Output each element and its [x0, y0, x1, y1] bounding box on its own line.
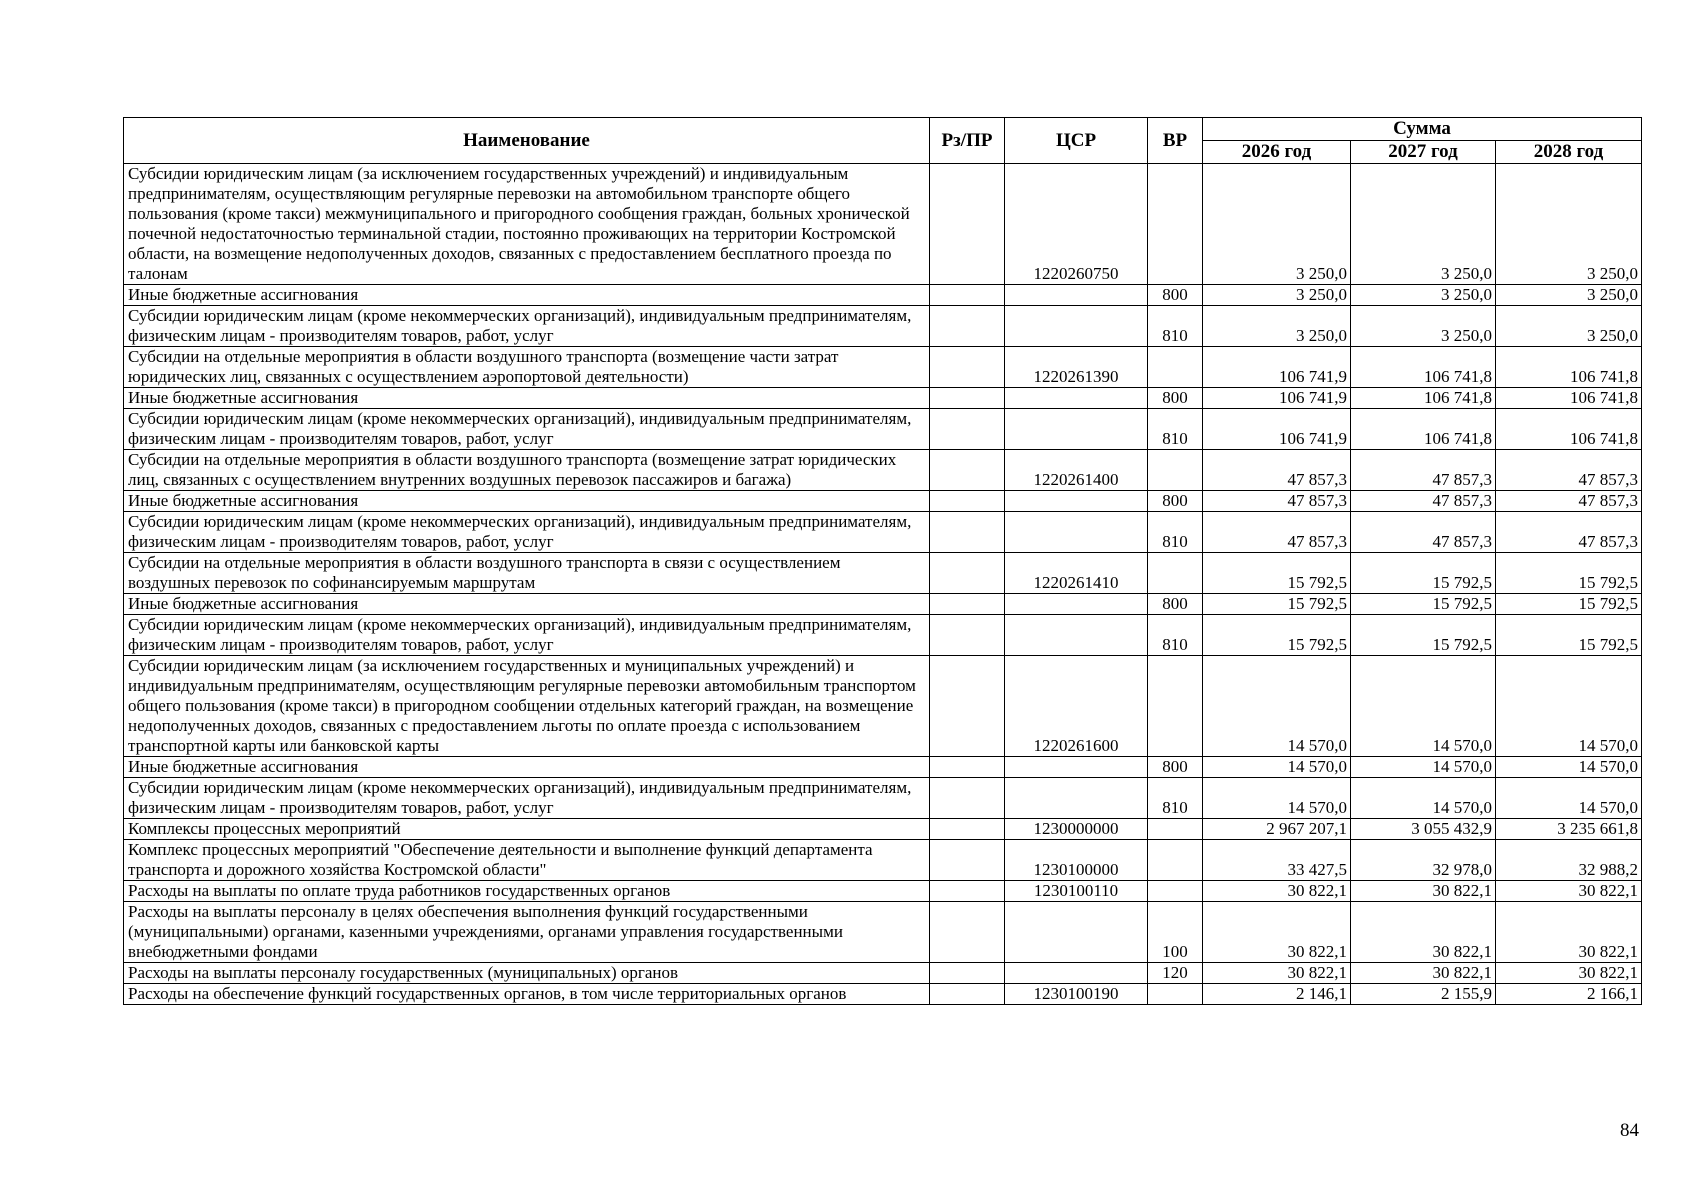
header-name: Наименование [124, 118, 930, 164]
cell-2026: 3 250,0 [1203, 164, 1351, 285]
cell-rzpr [930, 840, 1005, 881]
cell-csr: 1220260750 [1005, 164, 1148, 285]
table-row [124, 450, 1642, 491]
cell-rzpr [930, 306, 1005, 347]
table-row [124, 615, 1642, 656]
cell-csr: 1230000000 [1005, 819, 1148, 840]
cell-2027: 15 792,5 [1351, 615, 1496, 656]
cell-vr [1148, 984, 1203, 1005]
cell-csr [1005, 594, 1148, 615]
cell-rzpr [930, 491, 1005, 512]
cell-2027: 14 570,0 [1351, 757, 1496, 778]
cell-name: Субсидии на отдельные мероприятия в области воздушного транспорта (возмещение затрат юридических лиц, связанных с осуществлением внутренних воздушных перевозок пассажиров и багажа) [124, 450, 930, 491]
cell-2027: 3 250,0 [1351, 306, 1496, 347]
cell-csr [1005, 778, 1148, 819]
cell-vr: 810 [1148, 512, 1203, 553]
budget-table [123, 117, 1642, 1005]
cell-name: Субсидии юридическим лицам (кроме некоммерческих организаций), индивидуальным предпринимателям, физическим лицам - производителям товаров, работ, услуг [124, 306, 930, 347]
table-row [124, 553, 1642, 594]
cell-2026: 30 822,1 [1203, 902, 1351, 963]
cell-csr: 1230100000 [1005, 840, 1148, 881]
cell-2027: 30 822,1 [1351, 963, 1496, 984]
cell-rzpr [930, 881, 1005, 902]
cell-2026: 30 822,1 [1203, 881, 1351, 902]
table-row [124, 656, 1642, 757]
cell-2026: 106 741,9 [1203, 347, 1351, 388]
table-row [124, 902, 1642, 963]
cell-2028: 47 857,3 [1496, 491, 1642, 512]
cell-2028: 14 570,0 [1496, 656, 1642, 757]
header-year-2027: 2027 год [1351, 141, 1496, 164]
cell-vr [1148, 347, 1203, 388]
cell-name: Субсидии на отдельные мероприятия в области воздушного транспорта (возмещение части затрат юридических лиц, связанных с осуществлением аэропортовой деятельности) [124, 347, 930, 388]
cell-csr [1005, 615, 1148, 656]
cell-csr [1005, 409, 1148, 450]
cell-name: Иные бюджетные ассигнования [124, 388, 930, 409]
table-row [124, 963, 1642, 984]
table-row [124, 347, 1642, 388]
cell-rzpr [930, 984, 1005, 1005]
header-year-2028: 2028 год [1496, 141, 1642, 164]
cell-name: Иные бюджетные ассигнования [124, 491, 930, 512]
cell-name: Субсидии юридическим лицам (кроме некоммерческих организаций), индивидуальным предпринимателям, физическим лицам - производителям товаров, работ, услуг [124, 778, 930, 819]
cell-2027: 106 741,8 [1351, 388, 1496, 409]
table-row [124, 409, 1642, 450]
cell-rzpr [930, 902, 1005, 963]
table-row [124, 757, 1642, 778]
header-year-2026: 2026 год [1203, 141, 1351, 164]
cell-2027: 14 570,0 [1351, 656, 1496, 757]
cell-2028: 3 235 661,8 [1496, 819, 1642, 840]
cell-2028: 15 792,5 [1496, 594, 1642, 615]
cell-vr: 100 [1148, 902, 1203, 963]
cell-vr [1148, 881, 1203, 902]
cell-rzpr [930, 594, 1005, 615]
cell-name: Иные бюджетные ассигнования [124, 594, 930, 615]
cell-name: Расходы на обеспечение функций государственных органов, в том числе территориальных органов [124, 984, 930, 1005]
header-vr: ВР [1148, 118, 1203, 164]
cell-csr: 1220261400 [1005, 450, 1148, 491]
cell-csr [1005, 388, 1148, 409]
cell-2028: 3 250,0 [1496, 164, 1642, 285]
cell-csr [1005, 306, 1148, 347]
cell-2026: 15 792,5 [1203, 615, 1351, 656]
cell-2027: 47 857,3 [1351, 512, 1496, 553]
cell-2028: 15 792,5 [1496, 615, 1642, 656]
cell-2028: 106 741,8 [1496, 347, 1642, 388]
cell-rzpr [930, 347, 1005, 388]
cell-2026: 14 570,0 [1203, 757, 1351, 778]
cell-name: Субсидии на отдельные мероприятия в области воздушного транспорта в связи с осуществлением воздушных перевозок по софинансируемым маршрутам [124, 553, 930, 594]
cell-rzpr [930, 285, 1005, 306]
cell-2028: 2 166,1 [1496, 984, 1642, 1005]
table-row [124, 819, 1642, 840]
page-number: 84 [1620, 1120, 1639, 1141]
cell-2026: 3 250,0 [1203, 285, 1351, 306]
cell-rzpr [930, 388, 1005, 409]
table-row [124, 164, 1642, 285]
table-row [124, 306, 1642, 347]
cell-rzpr [930, 553, 1005, 594]
cell-2028: 47 857,3 [1496, 512, 1642, 553]
cell-csr [1005, 963, 1148, 984]
cell-2026: 47 857,3 [1203, 512, 1351, 553]
cell-rzpr [930, 757, 1005, 778]
cell-2028: 30 822,1 [1496, 902, 1642, 963]
cell-2027: 30 822,1 [1351, 881, 1496, 902]
cell-name: Расходы на выплаты персоналу государственных (муниципальных) органов [124, 963, 930, 984]
cell-2027: 3 250,0 [1351, 164, 1496, 285]
cell-name: Расходы на выплаты по оплате труда работников государственных органов [124, 881, 930, 902]
cell-vr: 800 [1148, 491, 1203, 512]
cell-2028: 106 741,8 [1496, 409, 1642, 450]
cell-vr: 800 [1148, 757, 1203, 778]
cell-2026: 2 967 207,1 [1203, 819, 1351, 840]
cell-rzpr [930, 819, 1005, 840]
cell-name: Субсидии юридическим лицам (кроме некоммерческих организаций), индивидуальным предпринимателям, физическим лицам - производителям товаров, работ, услуг [124, 409, 930, 450]
cell-2027: 15 792,5 [1351, 553, 1496, 594]
cell-vr [1148, 656, 1203, 757]
cell-rzpr [930, 409, 1005, 450]
cell-csr [1005, 491, 1148, 512]
cell-csr [1005, 285, 1148, 306]
cell-2028: 14 570,0 [1496, 778, 1642, 819]
cell-2028: 3 250,0 [1496, 285, 1642, 306]
cell-name: Расходы на выплаты персоналу в целях обеспечения выполнения функций государственными (муниципальными) органами, казенными учреждениями, органами управления государственными внебюджетными фондами [124, 902, 930, 963]
cell-csr: 1220261600 [1005, 656, 1148, 757]
cell-2026: 14 570,0 [1203, 656, 1351, 757]
header-csr: ЦСР [1005, 118, 1148, 164]
cell-csr: 1220261410 [1005, 553, 1148, 594]
cell-2028: 106 741,8 [1496, 388, 1642, 409]
cell-csr [1005, 757, 1148, 778]
cell-2026: 30 822,1 [1203, 963, 1351, 984]
cell-vr [1148, 819, 1203, 840]
table-row [124, 881, 1642, 902]
cell-2027: 32 978,0 [1351, 840, 1496, 881]
cell-2028: 32 988,2 [1496, 840, 1642, 881]
cell-csr: 1230100190 [1005, 984, 1148, 1005]
table-row [124, 840, 1642, 881]
cell-name: Субсидии юридическим лицам (кроме некоммерческих организаций), индивидуальным предпринимателям, физическим лицам - производителям товаров, работ, услуг [124, 615, 930, 656]
cell-2028: 30 822,1 [1496, 881, 1642, 902]
cell-vr: 810 [1148, 615, 1203, 656]
cell-2026: 15 792,5 [1203, 594, 1351, 615]
cell-vr: 800 [1148, 388, 1203, 409]
cell-rzpr [930, 450, 1005, 491]
cell-2027: 3 055 432,9 [1351, 819, 1496, 840]
cell-2027: 2 155,9 [1351, 984, 1496, 1005]
cell-2026: 47 857,3 [1203, 491, 1351, 512]
cell-2027: 106 741,8 [1351, 409, 1496, 450]
table-row [124, 984, 1642, 1005]
cell-name: Иные бюджетные ассигнования [124, 757, 930, 778]
cell-name: Иные бюджетные ассигнования [124, 285, 930, 306]
cell-vr [1148, 450, 1203, 491]
cell-2026: 106 741,9 [1203, 409, 1351, 450]
cell-name: Субсидии юридическим лицам (за исключением государственных учреждений) и индивидуальным предпринимателям, осуществляющим регулярные перевозки на автомобильном транспорте общего пользования (кроме такси) межмуниципального и пригородного сообщения граждан, больных хронической почечной недостаточностью терминальной стадии, постоянно проживающих на территории Костромской области, на возмещение недополученных доходов, связанных с предоставлением бесплатного проезда по талонам [124, 164, 930, 285]
cell-vr [1148, 553, 1203, 594]
cell-2028: 14 570,0 [1496, 757, 1642, 778]
cell-vr: 800 [1148, 594, 1203, 615]
cell-2028: 3 250,0 [1496, 306, 1642, 347]
cell-name: Комплекс процессных мероприятий "Обеспечение деятельности и выполнение функций департамента транспорта и дорожного хозяйства Костромской области" [124, 840, 930, 881]
cell-2028: 47 857,3 [1496, 450, 1642, 491]
cell-csr: 1220261390 [1005, 347, 1148, 388]
table-row [124, 594, 1642, 615]
cell-vr: 120 [1148, 963, 1203, 984]
cell-rzpr [930, 778, 1005, 819]
cell-2027: 106 741,8 [1351, 347, 1496, 388]
cell-2028: 15 792,5 [1496, 553, 1642, 594]
cell-rzpr [930, 615, 1005, 656]
cell-csr [1005, 512, 1148, 553]
cell-rzpr [930, 512, 1005, 553]
cell-2027: 14 570,0 [1351, 778, 1496, 819]
cell-2028: 30 822,1 [1496, 963, 1642, 984]
cell-csr: 1230100110 [1005, 881, 1148, 902]
cell-2027: 15 792,5 [1351, 594, 1496, 615]
cell-2026: 2 146,1 [1203, 984, 1351, 1005]
cell-2026: 47 857,3 [1203, 450, 1351, 491]
header-row-1 [124, 118, 1642, 141]
cell-2027: 30 822,1 [1351, 902, 1496, 963]
cell-rzpr [930, 656, 1005, 757]
cell-vr: 800 [1148, 285, 1203, 306]
table-row [124, 512, 1642, 553]
cell-2027: 47 857,3 [1351, 491, 1496, 512]
header-sum: Сумма [1203, 118, 1642, 141]
cell-rzpr [930, 963, 1005, 984]
cell-vr [1148, 840, 1203, 881]
table-body [124, 164, 1642, 1005]
cell-2026: 14 570,0 [1203, 778, 1351, 819]
cell-2026: 106 741,9 [1203, 388, 1351, 409]
table-row [124, 388, 1642, 409]
table-row [124, 778, 1642, 819]
cell-vr: 810 [1148, 409, 1203, 450]
cell-2027: 3 250,0 [1351, 285, 1496, 306]
cell-csr [1005, 902, 1148, 963]
cell-rzpr [930, 164, 1005, 285]
table-row [124, 285, 1642, 306]
cell-vr: 810 [1148, 306, 1203, 347]
cell-2026: 3 250,0 [1203, 306, 1351, 347]
cell-2026: 15 792,5 [1203, 553, 1351, 594]
cell-name: Комплексы процессных мероприятий [124, 819, 930, 840]
cell-2027: 47 857,3 [1351, 450, 1496, 491]
cell-vr [1148, 164, 1203, 285]
table-row [124, 491, 1642, 512]
cell-2026: 33 427,5 [1203, 840, 1351, 881]
header-rzpr: Рз/ПР [930, 118, 1005, 164]
cell-vr: 810 [1148, 778, 1203, 819]
cell-name: Субсидии юридическим лицам (за исключением государственных и муниципальных учреждений) и индивидуальным предпринимателям, осуществляющим регулярные перевозки автомобильным транспортом общего пользования (кроме такси) в пригородном сообщении отдельных категорий граждан, на возмещение недополученных доходов, связанных с предоставлением льготы по оплате проезда с использованием транспортной карты или банковской карты [124, 656, 930, 757]
cell-name: Субсидии юридическим лицам (кроме некоммерческих организаций), индивидуальным предпринимателям, физическим лицам - производителям товаров, работ, услуг [124, 512, 930, 553]
